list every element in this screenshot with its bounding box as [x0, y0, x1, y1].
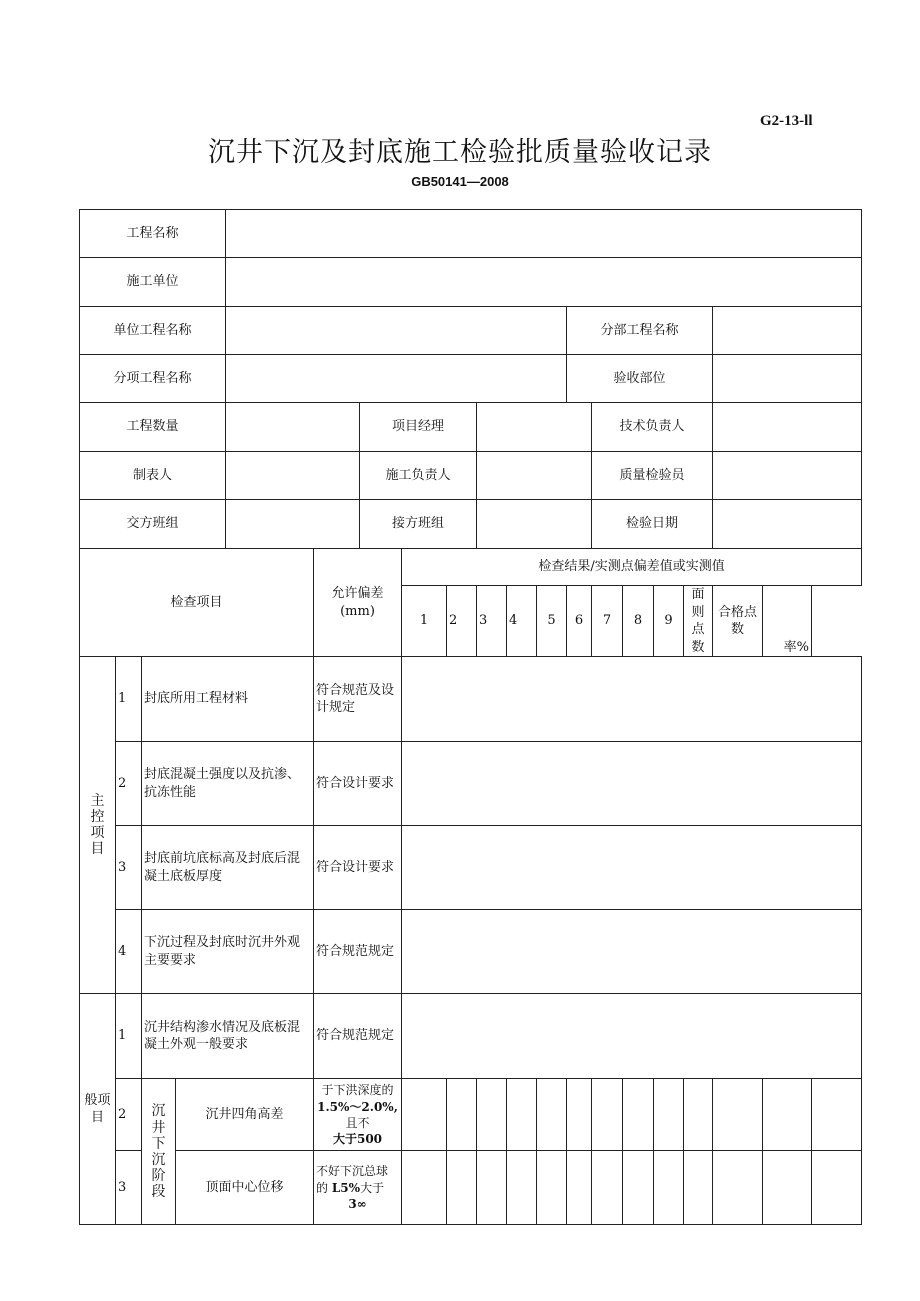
general-row-item: 沉井结构渗水情况及底板混凝土外观一般要求 [142, 994, 314, 1079]
label-tabulator: 制表人 [80, 452, 226, 500]
field-tabulator[interactable] [226, 452, 360, 500]
measure-cell[interactable] [592, 1151, 623, 1225]
page-title: 沉井下沉及封底施工检验批质量验收记录 [208, 137, 712, 168]
measure-cell[interactable] [812, 1151, 862, 1225]
measure-cell[interactable] [567, 1151, 592, 1225]
allowance-text: 的 [316, 1180, 329, 1195]
main-row-no: 4 [116, 910, 142, 994]
measure-cell[interactable] [537, 1079, 567, 1151]
label-unit-project-name: 单位工程名称 [80, 307, 226, 355]
measure-cell[interactable] [507, 1151, 537, 1225]
label-acceptance-part: 验收部位 [567, 355, 713, 403]
point-4: 4 [507, 586, 537, 657]
main-row-item: 下沉过程及封底时沉井外观主要要求 [142, 910, 314, 994]
standard-number: GB50141—2008 [411, 174, 509, 189]
allowance-line [316, 1099, 399, 1131]
field-project-name[interactable] [226, 210, 862, 258]
main-row-1 [80, 657, 862, 742]
main-row-allowance: 符合设计要求 [314, 742, 402, 826]
label-inspection-date: 检验日期 [592, 500, 713, 549]
general-row-result[interactable] [402, 994, 862, 1079]
header-check-item: 检查项目 [80, 549, 314, 657]
main-row-no: 1 [116, 657, 142, 742]
allowance-line: 于下洪深度的 [321, 1083, 394, 1098]
measure-cell[interactable] [567, 1079, 592, 1151]
main-row-4 [80, 910, 862, 994]
label-quantity: 工程数量 [80, 403, 226, 452]
allowance-line: 大于500 [332, 1131, 383, 1146]
form-code: G2-13-ll [760, 113, 813, 129]
measure-cell[interactable] [447, 1079, 477, 1151]
field-project-manager[interactable] [477, 403, 592, 452]
measure-cell[interactable] [713, 1079, 763, 1151]
label-tech-lead: 技术负责人 [592, 403, 713, 452]
general-row-no: 1 [116, 994, 142, 1079]
allowance-text: 大于 [360, 1180, 385, 1195]
label-quality-inspector: 质量检验员 [592, 452, 713, 500]
general-row-3 [80, 1151, 862, 1225]
point-9: 9 [654, 586, 684, 657]
main-row-allowance: 符合规范规定 [314, 910, 402, 994]
main-row-result[interactable] [402, 910, 862, 994]
point-5: 5 [537, 586, 567, 657]
label-takeover-team: 接方班组 [360, 500, 477, 549]
field-inspection-date[interactable] [713, 500, 862, 549]
measure-cell[interactable] [623, 1079, 654, 1151]
row-tabulator [80, 452, 862, 500]
point-6: 6 [567, 586, 592, 657]
field-takeover-team[interactable] [477, 500, 592, 549]
label-division-project-name: 分部工程名称 [567, 307, 713, 355]
measure-cell[interactable] [763, 1079, 812, 1151]
field-division-project-name[interactable] [713, 307, 862, 355]
main-row-result[interactable] [402, 826, 862, 910]
measure-cell[interactable] [402, 1079, 447, 1151]
point-3: 3 [477, 586, 507, 657]
allowance-line: 3∞ [348, 1196, 367, 1211]
field-quantity[interactable] [226, 403, 360, 452]
label-handover-team: 交方班组 [80, 500, 226, 549]
main-row-no: 2 [116, 742, 142, 826]
row-teams [80, 500, 862, 549]
measure-cell[interactable] [654, 1079, 684, 1151]
sinking-stage-label: 沉井下沉阶段 [142, 1079, 176, 1225]
general-row-allowance: 符合规范规定 [314, 994, 402, 1079]
measure-cell[interactable] [507, 1079, 537, 1151]
allowance-value: 1.5%～2.0%, [317, 1099, 398, 1114]
measure-cell[interactable] [684, 1151, 713, 1225]
measure-cell[interactable] [477, 1151, 507, 1225]
measure-cell[interactable] [592, 1079, 623, 1151]
point-7: 7 [592, 586, 623, 657]
label-subitem-project-name: 分项工程名称 [80, 355, 226, 403]
row-project-name [80, 210, 862, 258]
label-construction-unit: 施工单位 [80, 258, 226, 307]
general-row-1 [80, 994, 862, 1079]
main-row-allowance: 符合设计要求 [314, 826, 402, 910]
general-row-2 [80, 1079, 862, 1151]
row-construction-unit [80, 258, 862, 307]
general-row-allowance [314, 1151, 402, 1225]
main-row-2 [80, 742, 862, 826]
measure-cell[interactable] [537, 1151, 567, 1225]
allowance-line: 不好下沉总球 [316, 1164, 389, 1179]
main-row-item: 封底前坑底标高及封底后混凝土底板厚度 [142, 826, 314, 910]
general-row-no: 2 [116, 1079, 142, 1151]
main-row-3 [80, 826, 862, 910]
measure-cell[interactable] [477, 1079, 507, 1151]
measure-cell[interactable] [684, 1079, 713, 1151]
label-construction-lead: 施工负责人 [360, 452, 477, 500]
measure-cell[interactable] [763, 1151, 812, 1225]
field-tech-lead[interactable] [713, 403, 862, 452]
general-row-item: 沉井四角高差 [176, 1079, 314, 1151]
main-row-allowance: 符合规范及设计规定 [314, 657, 402, 742]
field-unit-project-name[interactable] [226, 307, 567, 355]
header-measured-points: 面则点数 [684, 586, 713, 657]
main-row-item: 封底混凝土强度以及抗渗、抗冻性能 [142, 742, 314, 826]
header-allowance: 允许偏差(mm) [314, 549, 402, 657]
label-project-manager: 项目经理 [360, 403, 477, 452]
field-acceptance-part[interactable] [713, 355, 862, 403]
check-header-row-1 [80, 549, 862, 586]
header-passed-points: 合格点数 [713, 586, 763, 657]
measure-cell[interactable] [654, 1151, 684, 1225]
allowance-text: 且不 [345, 1115, 370, 1130]
measure-cell[interactable] [623, 1151, 654, 1225]
main-row-item: 封底所用工程材料 [142, 657, 314, 742]
general-row-item: 顶面中心位移 [176, 1151, 314, 1225]
header-pass-rate: 率% [763, 586, 812, 657]
allowance-value: L5% [331, 1180, 361, 1195]
field-construction-unit[interactable] [226, 258, 862, 307]
point-1: 1 [402, 586, 447, 657]
measure-cell[interactable] [713, 1151, 763, 1225]
point-2: 2 [447, 586, 477, 657]
field-quality-inspector[interactable] [713, 452, 862, 500]
label-project-name: 工程名称 [80, 210, 226, 258]
general-row-no: 3 [116, 1151, 142, 1225]
point-8: 8 [623, 586, 654, 657]
acceptance-form-table [79, 209, 862, 1225]
main-row-no: 3 [116, 826, 142, 910]
main-control-group-label: 主控项目 [80, 657, 116, 994]
row-quantity [80, 403, 862, 452]
field-subitem-project-name[interactable] [226, 355, 567, 403]
field-construction-lead[interactable] [477, 452, 592, 500]
main-row-result[interactable] [402, 742, 862, 826]
allowance-line [316, 1180, 399, 1196]
field-handover-team[interactable] [226, 500, 360, 549]
header-result: 检查结果/实测点偏差值或实测值 [402, 549, 862, 586]
measure-cell[interactable] [402, 1151, 447, 1225]
row-subitem-project [80, 355, 862, 403]
general-row-allowance [314, 1079, 402, 1151]
general-group-label: 般项目 [80, 994, 116, 1225]
row-unit-project [80, 307, 862, 355]
measure-cell[interactable] [812, 1079, 862, 1151]
main-row-result[interactable] [402, 657, 862, 742]
measure-cell[interactable] [447, 1151, 477, 1225]
